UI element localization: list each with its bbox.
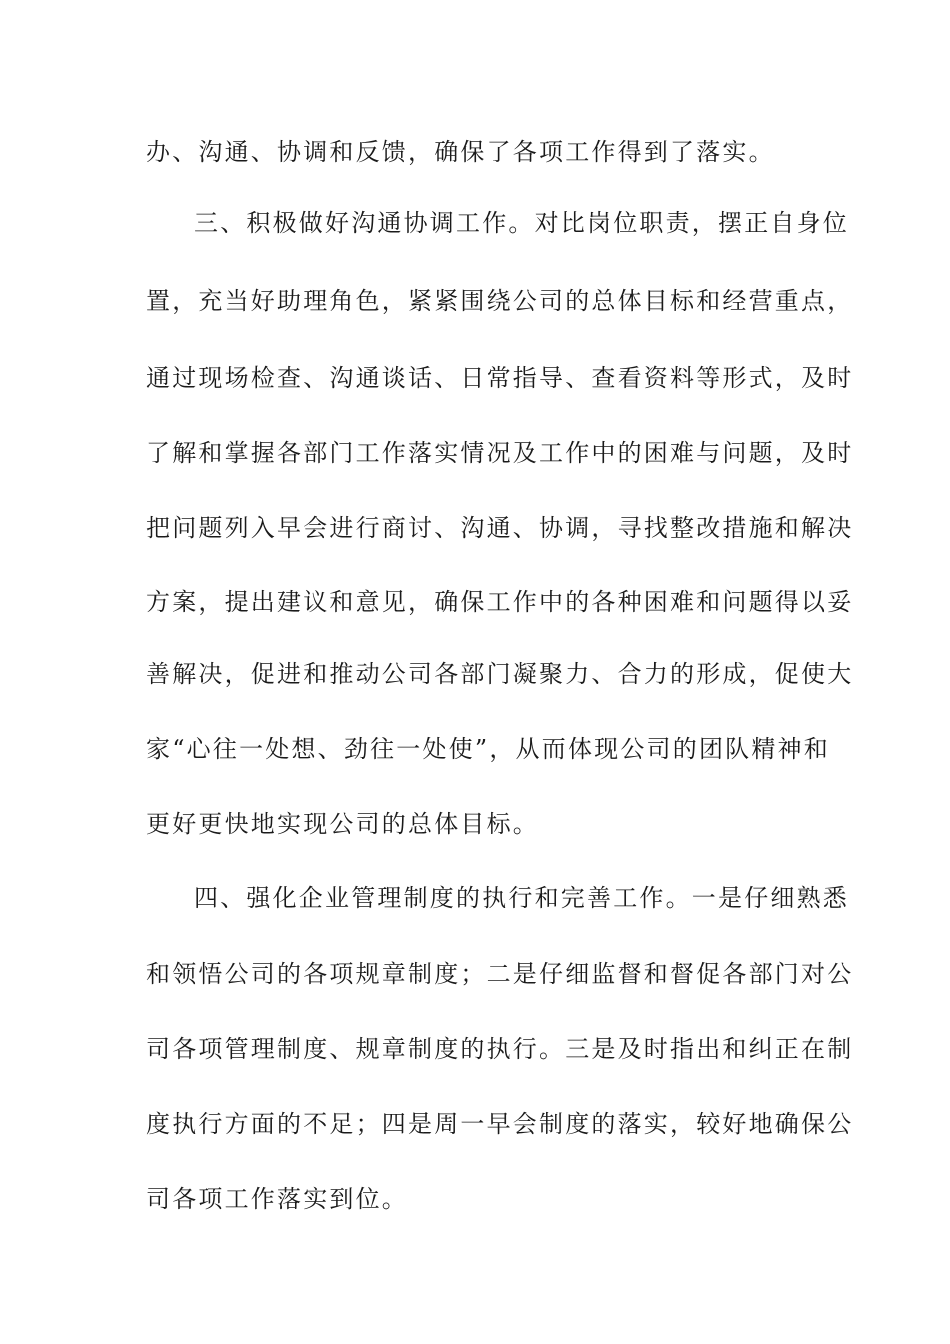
paragraph-3-line-7: 善解决，促进和推动公司各部门凝聚力、合力的形成，促使大: [146, 660, 854, 688]
paragraph-3-line-8: 家“心往一处想、劲往一处使”，从而体现公司的团队精神和: [146, 735, 830, 763]
paragraph-3-line-4: 了解和掌握各部门工作落实情况及工作中的困难与问题，及时: [146, 439, 854, 467]
paragraph-3-line-3: 通过现场检查、沟通谈话、日常指导、查看资料等形式，及时: [146, 364, 854, 392]
paragraph-4-line-2: 和领悟公司的各项规章制度；二是仔细监督和督促各部门对公: [146, 960, 854, 988]
text-line-1: 办、沟通、协调和反馈，确保了各项工作得到了落实。: [146, 138, 775, 166]
paragraph-4-line-5: 司各项工作落实到位。: [146, 1185, 408, 1213]
paragraph-3-line-9: 更好更快地实现公司的总体目标。: [146, 810, 539, 838]
paragraph-3-line-1: 三、积极做好沟通协调工作。对比岗位职责，摆正自身位: [194, 209, 849, 237]
paragraph-3-line-2: 置，充当好助理角色，紧紧围绕公司的总体目标和经营重点，: [146, 287, 854, 315]
paragraph-4-line-3: 司各项管理制度、规章制度的执行。三是及时指出和纠正在制: [146, 1035, 854, 1063]
paragraph-4-line-1: 四、强化企业管理制度的执行和完善工作。一是仔细熟悉: [194, 884, 849, 912]
paragraph-3-line-6: 方案，提出建议和意见，确保工作中的各种困难和问题得以妥: [146, 588, 854, 616]
paragraph-3-line-5: 把问题列入早会进行商讨、沟通、协调，寻找整改措施和解决: [146, 514, 854, 542]
paragraph-4-line-4: 度执行方面的不足；四是周一早会制度的落实，较好地确保公: [146, 1110, 854, 1138]
